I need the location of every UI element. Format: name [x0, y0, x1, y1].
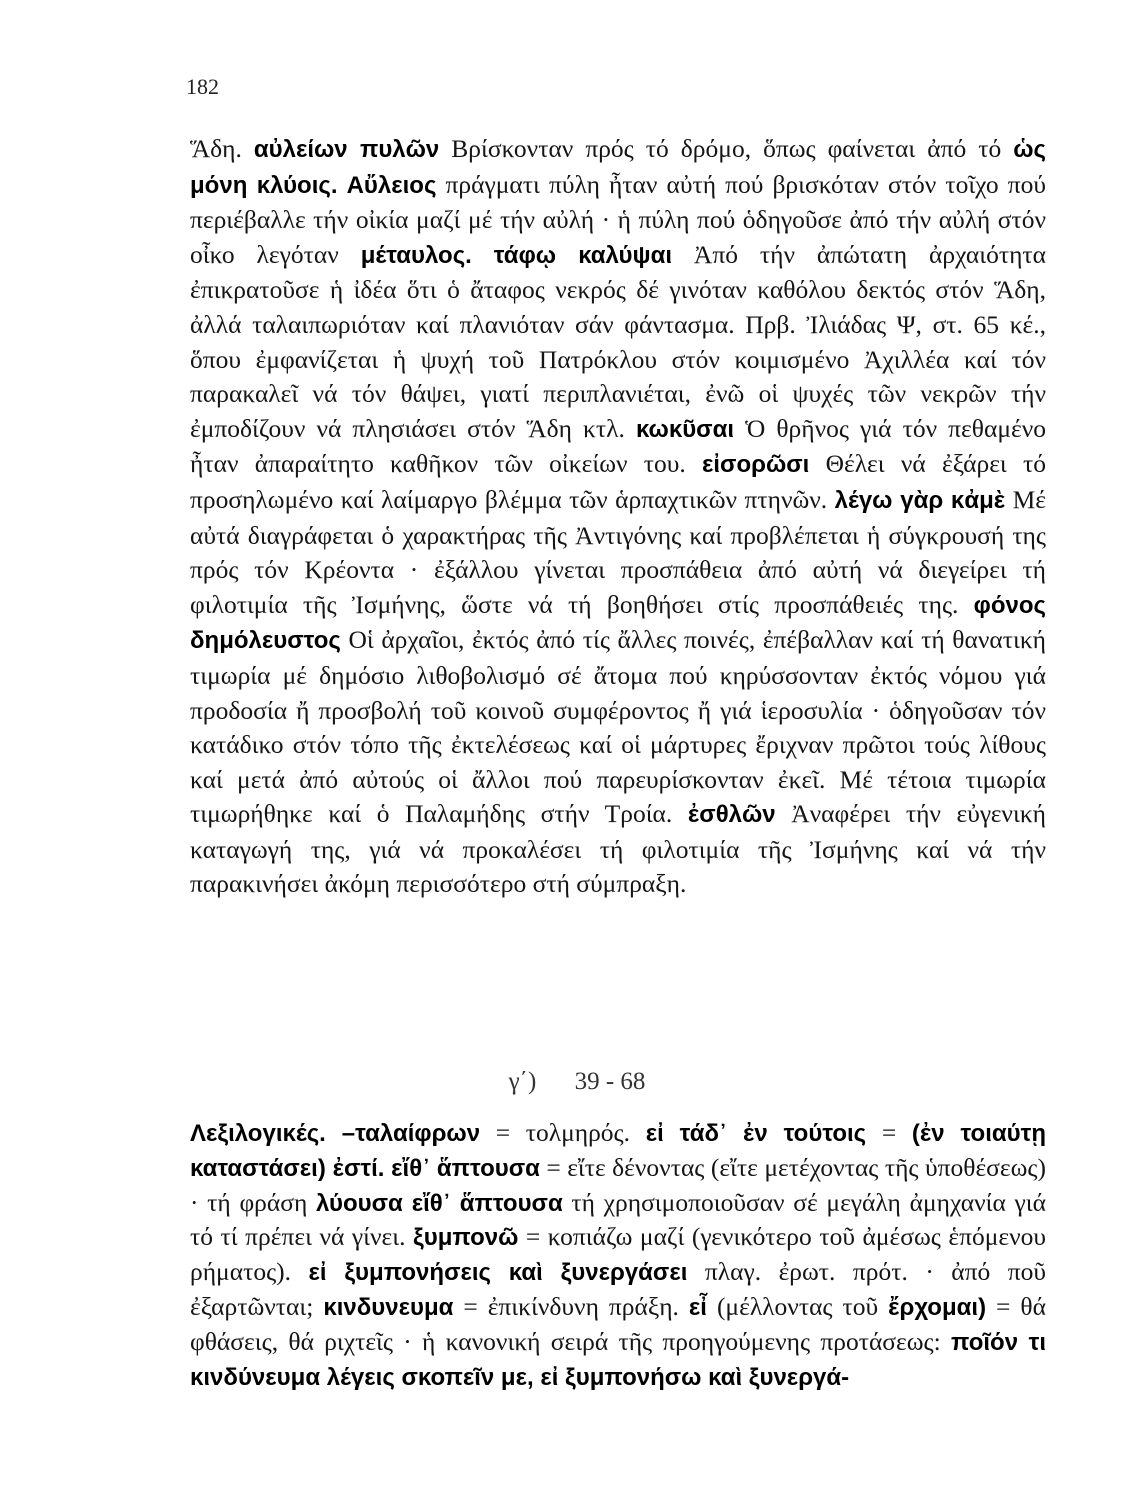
commentary-lemma: κωκῦσαι — [635, 415, 735, 443]
section-heading — [0, 1068, 1122, 1096]
vocabulary-lemma: εἶ — [688, 1293, 707, 1321]
commentary-lemma: μέταυλος. — [360, 241, 472, 269]
commentary-segment: Μέ αὐτά διαγράφεται ὁ χαρακτήρας τῆς Ἀντιγόνης καί προβλέπεται ἡ σύγκρουσή της πρός τόν Κρέοντα · ἐξάλλου γίνεται προσπάθεια ἀπό αὐτή νά διεγείρει τή φιλοτιμία τῆς Ἰσμήνης, ὥστε νά τή βοηθήσει στίς προσπάθειές της. — [190, 484, 1047, 619]
commentary-lemma: ἐσθλῶν — [687, 801, 776, 829]
page-number: 182 — [186, 74, 219, 99]
commentary-lemma: φόνος δημόλευστος — [190, 591, 1046, 655]
vocabulary-segment: = τολμηρός. — [480, 1118, 646, 1147]
vocabulary-paragraph — [190, 1116, 1046, 1394]
vocabulary-segment: = θά φθάσεις, θά ριχτεῖς · ἡ κανονική σειρά τῆς προηγούμενης προτάσεως: — [190, 1291, 1046, 1356]
commentary-segment: Ὁ θρῆνος γιά τόν πεθαμένο ἦταν ἀπαραίτητο καθῆκον τῶν οἰκείων του. — [190, 413, 1046, 479]
commentary-segment — [338, 170, 347, 199]
vocabulary-lemma: ἔρχομαι) — [888, 1293, 987, 1321]
vocabulary-lemma: (ἐν τοιαύτῃ καταστάσει) ἐστί. εἴθ᾽ ἅπτουσα — [190, 1120, 1046, 1182]
section-heading-range: 39 - 68 — [574, 1068, 646, 1095]
vocabulary-segment: = — [866, 1118, 912, 1147]
commentary-segment: Ἅδη. — [190, 134, 254, 163]
vocabulary-lemma: εἰ ξυμπονήσεις καὶ ξυνεργάσει — [308, 1259, 688, 1287]
commentary-lemma: ὡς μόνη κλύοις. — [190, 136, 1046, 199]
vocabulary-segment: = εἴτε δένοντας (εἴτε μετέχοντας τῆς ὑποθέσεως) · τή φράση — [190, 1152, 1046, 1217]
commentary-segment: Θέλει νά ἐξάρει τό προσηλωμένο καί λαίμαργο βλέμμα τῶν ἁρπαχτικῶν πτηνῶν. — [190, 449, 1046, 514]
commentary-lemma: εἰσορῶσι — [702, 451, 810, 479]
commentary-segment: Βρίσκονταν πρός τό δρόμο, ὅπως φαίνεται ἀπό τό — [439, 134, 1014, 163]
commentary-segment: Ἀπό τήν ἀπώτατη ἀρχαιότητα ἐπικρατοῦσε ἡ ἰδέα ὅτι ὁ ἄταφος νεκρός δέ γινόταν καθόλου δεκτός στόν Ἅδη, ἀλλά ταλαιπωριόταν καί πλανιόταν σάν φάντασμα. Πρβ. Ἰλιάδας Ψ, στ. 65 κέ., ὅπου ἐμφανίζεται ἡ ψυχή τοῦ Πατρόκλου στόν κοιμισμένο Ἀχιλλέα καί τόν παρακαλεῖ νά τόν θάψει, γιατί περιπλανιέται, ἐνῶ οἱ ψυχές τῶν νεκρῶν τήν ἐμποδίζουν νά πλησιάσει στόν Ἅδη κτλ. — [190, 239, 1047, 443]
commentary-lemma: Αὔλειος — [346, 171, 437, 199]
commentary-segment: Οἱ ἀρχαῖοι, ἐκτός ἀπό τίς ἄλλες ποινές, ἐπέβαλλαν καί τή θανατική τιμωρία μέ δημόσιο λιθοβολισμό σέ ἄτομα πού κηρύσσονταν ἐκτός νόμου γιά προδοσία ἤ προσβολή τοῦ κοινοῦ συμφέροντος ἤ γιά ἱεροσυλία · ὁδηγοῦσαν τόν κατάδικο στόν τόπο τῆς ἐκτελέσεως καί οἱ μάρτυρες ἔριχναν πρῶτοι τούς λίθους καί μετά ἀπό αὐτούς οἱ ἄλλοι πού παρευρίσκονταν ἐκεῖ. Μέ τέτοια τιμωρία τιμωρήθηκε καί ὁ Παλαμήδης στήν Τροία. — [190, 625, 1046, 829]
vocabulary-segment: τή χρησιμοποιοῦσαν σέ μεγάλη ἀμηχανία γιά τό τί πρέπει νά γίνει. — [190, 1187, 1046, 1252]
commentary-segment: Ἀναφέρει τήν εὐγενική καταγωγή της, γιά νά προκαλέσει τή φιλοτιμία τῆς Ἰσμήνης καί νά τήν παρακινήσει ἀκόμη περισσότερο στή σύμπραξη. — [190, 799, 1047, 899]
vocabulary-lemma: ξυμπονῶ — [413, 1224, 519, 1252]
vocabulary-lemma: ποῖόν τι κινδύνευμα λέγεις σκοπεῖν με, εἰ ξυμπονήσω καὶ ξυνεργά- — [190, 1328, 1046, 1391]
vocabulary-segment: = ἐπικίνδυνη πράξη. — [453, 1291, 689, 1321]
commentary-lemma: αὐλείων πυλῶν — [253, 136, 440, 163]
vocabulary-lemma: εἰ τάδ᾽ ἐν τούτοις — [645, 1120, 867, 1147]
commentary-segment: πράγματι πύλη ἦταν αὐτή πού βρισκόταν στόν τοῖχο πού περιέβαλλε τήν οἰκία μαζί μέ τήν αὐλή · ἡ πύλη πού ὁδηγοῦσε ἀπό τήν αὐλή στόν οἶκο λεγόταν — [190, 169, 1046, 269]
commentary-paragraph — [190, 132, 1046, 902]
vocabulary-segment: πλαγ. ἐρωτ. πρότ. · ἀπό ποῦ ἐξαρτῶνται; — [190, 1257, 1047, 1321]
vocabulary-lemma: κινδυνευμα — [323, 1293, 454, 1321]
vocabulary-segment: (μέλλοντας τοῦ — [706, 1291, 889, 1321]
commentary-lemma: λέγω γὰρ κἀμὲ — [834, 486, 1006, 514]
section-heading-label: γ΄) — [508, 1068, 537, 1095]
commentary-lemma: τάφῳ καλύψαι — [493, 241, 673, 269]
vocabulary-segment: = κοπιάζω μαζί (γενικότερο τοῦ ἀμέσως ἑπόμενου ρήματος). — [190, 1222, 1046, 1287]
vocabulary-lemma: λύουσα εἴθ᾽ ἅπτουσα — [316, 1189, 563, 1217]
commentary-segment — [472, 240, 494, 269]
vocabulary-lemma: Λεξιλογικές. –ταλαίφρων — [190, 1120, 481, 1147]
